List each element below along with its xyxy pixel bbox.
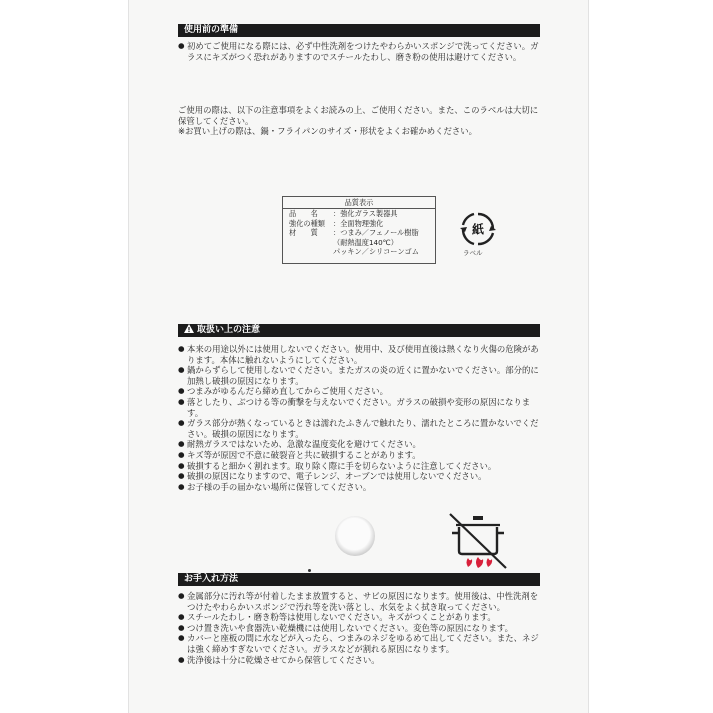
list-item: ● 初めてご使用になる際には、必ず中性洗剤をつけたやわらかいスポンジで洗ってください。ガラスにキズがつく恐れがありますのでスチールたわし、磨き粉の使用は避けてください。 (178, 41, 544, 62)
section-header-handling: 取扱い上の注意 (178, 324, 540, 337)
handling-list (178, 344, 544, 492)
list-item: ● 落としたり、ぶつける等の衝撃を与えないでください。ガラスの破損や変形の原因になります。 (178, 397, 544, 418)
list-item: ● 耐熱ガラスではないため、急激な温度変化を避けてください。 (178, 439, 544, 450)
list-item: ● スチールたわし・磨き粉等は使用しないでください。キズがつくことがあります。 (178, 612, 544, 623)
notice-note: ※お買い上げの際は、鍋・フライパンのサイズ・形状をよくお確かめください。 (178, 126, 478, 137)
no-direct-flame-icon (446, 511, 510, 571)
quality-row: （耐熱温度140℃） (333, 237, 398, 247)
list-item: ● カバーと座板の間に水などが入ったら、つまみのネジをゆるめて出してください。また、ネジは強く締めすぎないでください。ガラスなどが割れる原因になります。 (178, 633, 544, 654)
warning-icon (184, 324, 194, 333)
print-dot (308, 569, 311, 572)
quality-row: パッキン／シリコーンゴム (333, 247, 419, 257)
recycle-label: ラベル (463, 249, 483, 257)
quality-row: 材 質 ：つまみ／フェノール樹脂 (289, 228, 419, 238)
notice-text: ご使用の際は、以下の注意事項をよくお読みの上、ご使用ください。また、このラベルは大切に保管してください。 (178, 105, 539, 126)
list-item: ● 本来の用途以外には使用しないでください。使用中、及び使用直後は熱くなり火傷の危険があります。本体に触れないようにしてください。 (178, 344, 544, 365)
list-item: ● キズ等が原因で不意に破裂音と共に破損することがあります。 (178, 450, 544, 461)
quality-row: 品 名 ：強化ガラス製器具 (289, 209, 398, 218)
recycle-symbol: 紙 (471, 222, 485, 237)
prep-body (178, 41, 544, 62)
notice-body (178, 105, 544, 137)
section-header-care: お手入れ方法 (178, 573, 540, 586)
section-header-prep: 使用前の準備 (178, 24, 540, 37)
quality-label-box (282, 196, 436, 264)
list-item: ● 破損すると細かく割れます。取り除く際に手を切らないように注意してください。 (178, 461, 544, 472)
list-item: ● ガラス部分が熱くなっているときは濡れたふきんで触れたり、濡れたところに置かないでください。破損の原因になります。 (178, 418, 544, 439)
list-item: ● つまみがゆるんだら締め直してからご使用ください。 (178, 386, 544, 397)
list-item: ● 洗浄後は十分に乾燥させてから保管してください。 (178, 655, 544, 666)
quality-row: 強化の種類 ：全面物理強化 (289, 218, 384, 228)
quality-label-title: 品質表示 (283, 197, 435, 209)
care-list (178, 591, 544, 665)
list-item: ● 金属部分に汚れ等が付着したまま放置すると、サビの原因になります。使用後は、中性洗剤をつけたやわらかいスポンジで汚れ等を洗い落とし、水気をよく拭き取ってください。 (178, 591, 544, 612)
list-item: ● お子様の手の届かない場所に保管してください。 (178, 482, 544, 493)
list-item: ● つけ置き洗いや食器洗い乾燥機には使用しないでください。変色等の原因になります。 (178, 623, 544, 634)
hang-hole (335, 516, 375, 556)
list-item: ● 破損の原因になりますので、電子レンジ、オーブンでは使用しないでください。 (178, 471, 544, 482)
list-item: ● 鍋からずらして使用しないでください。またガスの炎の近くに置かないでください。部分的に加熱し破損の原因になります。 (178, 365, 544, 386)
